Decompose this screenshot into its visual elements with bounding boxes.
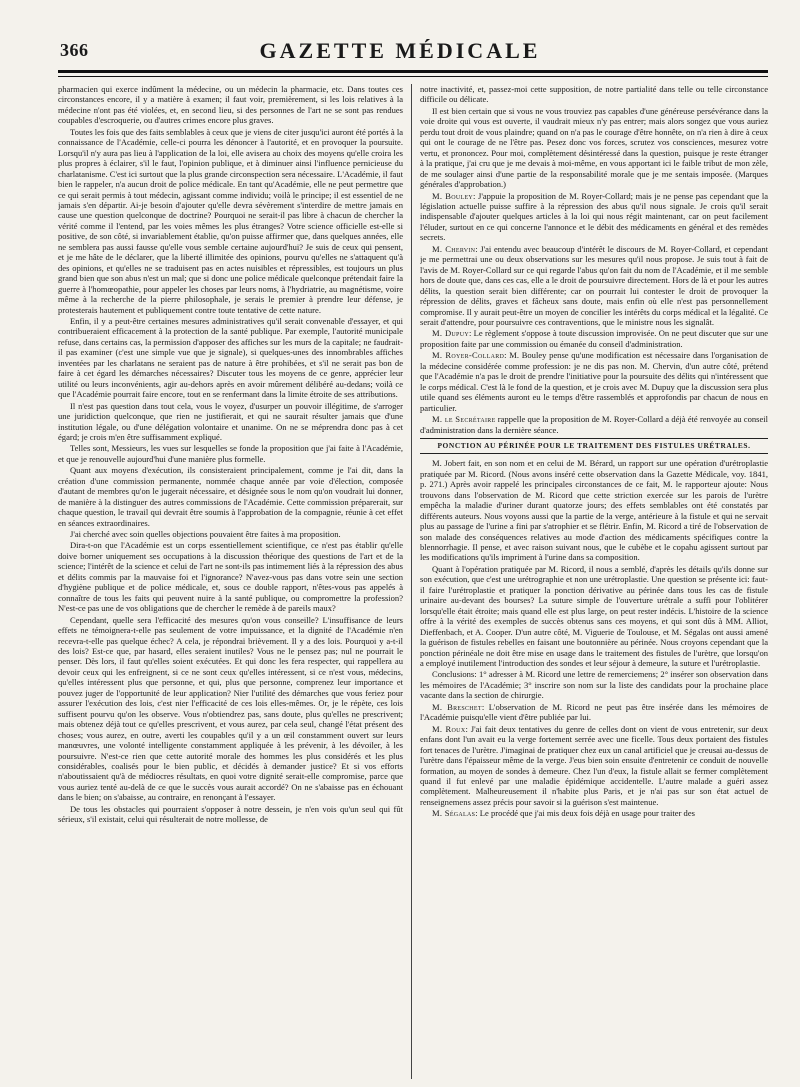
paragraph — [58, 804, 403, 825]
masthead-title: GAZETTE MÉDICALE — [259, 38, 541, 63]
paragraph — [58, 84, 403, 126]
paragraph — [58, 615, 403, 803]
speaker-paragraph — [420, 350, 768, 413]
header-rule-thick — [58, 70, 768, 73]
paragraph-text: Quant aux moyens d'exécution, ils consisteraient principalement, comme je l'ai dit, dans la création d'une commission permanente, nommée chaque année par voie d'élection, composée d'autant de membres qu'on le jugerait nécessaire, et désignée sous le nom qu'on voudrait lui donner, de manière à la distinguer des autres commissions de l'Académie. Cette commission préparerait, sur chaque question, le travail qui devrait être soumis à l'approbation de la compagnie, réunie à cet effet en séances extraordinaires. — [58, 465, 403, 528]
speaker-paragraph — [420, 328, 768, 349]
paragraph-text: : Le procédé que j'ai mis deux fois déjà en usage pour traiter des — [475, 808, 695, 819]
paragraph-text: Conclusions: 1° adresser à M. Ricord une lettre de remerciemens; 2° insérer son observation dans les mémoires de l'Académie; 3° inscrire son nom sur la liste des candidats pour la prochaine place vacante dans la section de chirurgie. — [420, 669, 768, 701]
paragraph-text: : M. Bouley pense qu'une modification est nécessaire dans l'organisation de la médecine considérée comme profession: je ne dis pas non. M. Chervin, d'un autre côté, prétend que l'Académie n'a pas le droit de prendre l'initiative pour la poursuite des délits qui n'intéressent que le corps médical. C'est là le fond de la question, et je crois avec M. Dupuy que la discussion sera plus utile quand ses éléments auront eu le temps d'être rassemblés et approfondis par chacun de nous en particulier. — [420, 350, 768, 413]
speaker-name: M. Royer-Collard — [432, 350, 505, 361]
paragraph-text: M. Jobert fait, en son nom et en celui de M. Bérard, un rapport sur une opération d'urétroplastie pratiquée par M. Ricord. (Nous avons inséré cette observation dans la Gazette Médicale, voy. 1841, p. 271.) Après avoir rappelé les principales circonstances de ce fait, M. le rapporteur ajoute: Nous trouvons dans l'observation de M. Ricord que cette striction exercée sur les parois de l'urètre empêcha la maladie d'uriner durant quatorze jours; des effets semblables ont été constatés par différents auteurs. Nous voyons aussi que la partie de la verge, antérieure à la fistule et qui ne servait plus au passage de l'urine a fini par s'atrophier et se flétrir. Enfin, M. Ricord a tiré de l'observation de son malade des conséquences relatives au mode d'action des médicaments spécifiques contre la blennorrhagie. Il pense, et avec raison suivant nous, que le cubèbe et le copahu agissent surtout par les modifications qu'ils impriment à l'urine dans sa composition. — [420, 458, 768, 563]
paragraph — [420, 669, 768, 700]
paragraph-text: : J'ai entendu avec beaucoup d'intérêt le discours de M. Royer-Collard, et cependant je me permettrai une ou deux observations sur les mesures qu'il nous propose. Je suis tout à fait de l'avis de M. Royer-Collard sur ce qui regarde l'abus qu'on fait du nom de l'Académie, et il me semble hors de doute que, dans ces cas, elle a le droit de poursuivre directement. Hors de là et pour les autres délits, la question serait bien différente; car on pourrait lui contester le droit de provoquer la répression de délits, graves et fâcheux sans doute, mais enfin où elle n'est pas personnellement compromise. Il y aurait peut-être un moyen de concilier les intérêts du corps médical et la légalité. Ce serait d'attendre, pour poursuivre ces contraventions, que le ministre nous les signalât. — [420, 243, 768, 327]
paragraph-text: : J'ai fait deux tentatives du genre de celles dont on vient de vous entretenir, sur deux enfans dont l'un avait eu la verge fortement serrée avec une ficelle. Tous deux portaient des fistules fort tenaces de l'urètre. J'imaginai de pratiquer chez eux un canal artificiel que je creusai au-dessus de l'urètre dans l'épaisseur même de la verge. J'eus bien soin ensuite d'entretenir ce conduit de nouvelle formation, au moyen de sondes à demeure. Chez l'un d'eux, la fistule allait se fermer complètement quand il fut enlevé par une maladie épidémique accidentelle. L'autre malade a guéri assez complètement. Malheureusement il n'habite plus Paris, et je n'ai pas sur son état actuel de renseignemens assez précis pour savoir si la guérison s'est maintenue. — [420, 723, 768, 807]
speaker-paragraph — [420, 702, 768, 723]
paragraph — [420, 106, 768, 190]
paragraph — [420, 458, 768, 563]
speaker-name: M. Breschet — [432, 701, 482, 712]
paragraph-text: Il est bien certain que si vous ne vous trouviez pas capables d'une généreuse persévérance dans la voie droite qui vous est ouverte, il vaudrait mieux n'y pas entrer; mais alors songez que vous auriez perdu tout droit de vous plaindre; quand on n'a pas le courage d'être honnête, on n'a rien à dire à ceux qui ont le courage de ne l'être pas. Pesez donc vos forces, scrutez vos consciences, mesurez votre vertu, et prononcez. Pour moi, complètement désintéressé dans la question, puisque je reste étranger à la pratique, j'ai cru que je me devais à moi-même, en vous apportant ici le faible tribut de mon zèle, de me soulager ainsi d'une partie de la responsabilité morale que je me sentais imposée. (Marques générales d'approbation.) — [420, 105, 768, 190]
paragraph — [58, 540, 403, 613]
column-divider — [411, 84, 412, 1079]
paragraph-text: : L'observation de M. Ricord ne peut pas être insérée dans les mémoires de l'Académie puisqu'elle vient d'être publiée par lui. — [420, 701, 768, 723]
speaker-name: M. Roux — [432, 723, 466, 734]
section-heading: PONCTION AU PÉRINÉE POUR LE TRAITEMENT DES FISTULES URÉTRALES. — [420, 438, 768, 454]
paragraph-text: Quant à l'opération pratiquée par M. Ricord, il nous a semblé, d'après les détails qu'ils donne sur son exécution, que c'est une urétrographie et non une urétroplastie. Une question se présente ici: faut-il faire l'urétroplastie et pratiquer la ponction dérivative au périnée dans tous les cas de fistule urinaire au-devant des bourses? La suture simple de l'ouverture urétrale a suffi pour l'oblitérer lorsqu'elle était étroite; mais quand elle est plus large, on peut rester indécis. L'histoire de la science offre à la vérité des exemples de succès obtenus sans ces moyens, et qui sont dûs à MM. Alliot, Dieffenbach, et A. Cooper. D'un autre côté, M. Viguerie de Toulouse, et M. Ségalas ont aussi amené la guérison de fistules rebelles en faisant une boutonnière au périnée. Nous croyons cependant que la ponction périnéale ne doit être mise en usage dans le traitement des fistules de l'urètre, que lorsqu'on a employé inutilement l'introduction des sondes et leur séjour à demeure, la suture et l'urétroplastie. — [420, 563, 768, 669]
paragraph-text: notre inactivité, et, passez-moi cette supposition, de notre partialité dans telle ou telle circonstance difficile ou délicate. — [420, 84, 768, 105]
speaker-name: M. Dupuy — [432, 328, 469, 339]
paragraph — [420, 564, 768, 669]
speaker-name: M. Chervin — [432, 243, 476, 254]
speaker-paragraph — [420, 724, 768, 808]
page-number: 366 — [60, 40, 89, 60]
speaker-paragraph — [420, 191, 768, 243]
speaker-paragraph — [420, 808, 768, 818]
header-rule-thin — [58, 76, 768, 77]
paragraph-text: Toutes les fois que des faits semblables à ceux que je viens de citer jusqu'ici auront été portés à la connaissance de l'Académie, celle-ci pourra les dénoncer à l'autorité, et en provoquer la poursuite. Lorsqu'il n'y aura pas lieu à l'application de la loi, elle avisera au choix des moyens qu'elle croira les plus propres à éclairer, s'il le faut, l'opinion publique, et à diminuer ainsi l'influence pernicieuse du charlatanisme. C'est ici surtout que la plus grande circonspection sera nécessaire. L'Académie, il faut bien le rappeler, n'a aucun droit de police médicale. En tant qu'Académie, elle ne peut permettre que ce qui serait permis à tout médecin, agissant comme individu; voilà le principe; il est essentiel de ne jamais s'en départir. Ai-je besoin d'ajouter qu'elle devra sévèrement s'interdire de mettre jamais en cause une question quelconque de doctrine? Pourquoi ne serait-il pas libre à chacun de chercher la vérité comme il l'entend, par les voies mêmes les plus étranges? Votre science officielle est-elle si positive, de son côté, si invariablement établie, qu'on puisse affirmer que, dans quelques années, elle ne semblera pas aussi fausse qu'elle vous semble certaine aujourd'hui? Je suis de ceux qui pensent, et je me hâte de le déclarer, que la liberté illimitée des opinions, pourvu qu'elles ne s'attaquent qu'à des opinions, et qu'elles ne se traduisent pas en actes nuisibles et répressibles, est toujours un plus grand bien que son abus n'est un mal; que si donc une police médicale quelconque prétendait faire la guerre à l'homœopathie, pour appeler les choses par leurs noms, à l'hydriatrie, au magnétisme, voire même à la recherche de la pierre philosophale, je serais le premier à prendre leur défense, je protesterais hautement et publiquement contre toute tentative de cette nature. — [58, 126, 403, 315]
paragraph — [58, 316, 403, 400]
page-header — [0, 0, 800, 84]
speaker-paragraph — [420, 244, 768, 328]
paragraph-text: Cependant, quelle sera l'efficacité des mesures qu'on vous conseille? L'insuffisance de leurs effets ne témoignera-t-elle pas seulement de votre impuissance, et la dignité de l'Académie n'en recevra-t-elle pas quelque échec? A cela, je répondrai brièvement. Il y a des lois. Pourquoi y a-t-il des lois? Est-ce que, par hasard, elles seraient inutiles? Vous ne le pensez pas; nul ne pourrait le penser. Dès lors, il faut qu'elles soient exécutées. Et qui donc les fera respecter, qui rappellera au devoir ceux qui les enfreignent, si ce ne sont ceux qu'elles intéressent, si ce n'est vous, médecins, qu'elles intéressent plus que personne, et qui, plus que personne, comprenez leur importance et pouvez juger de l'opportunité de leur application? Nier l'utilité des démarches que vous feriez pour assurer l'exécution des lois, c'est nier l'efficacité de ces lois elles-mêmes. Or, je le répète, ces lois suffisent pourvu qu'on les observe. Vous n'obtiendrez pas, sans doute, plus qu'elles ne prescrivent; mais obtenez déjà tout ce qu'elles prescrivent, et vous aurez, par cela seul, changé l'état présent des choses; vous aurez, en outre, averti les coupables qu'il y a un œil constamment ouvert sur leurs manœuvres, une volonté intelligente constamment appliquée à les prévenir, à les dévoiler, à les poursuivre. N'est-ce rien que cette autorité morale des hommes les plus considérés et les plus considérables, coalisés pour le bien public, et décidés à demander justice? Et si vos efforts n'aboutissaient qu'à de médiocres résultats, en quoi votre dignité serait-elle compromise, parce que vous auriez tenté au-delà de ce que le succès vous aurait accordé? On ne s'abaisse pas en échouant dans le bien; on s'abaisse, au contraire, en renonçant à l'essayer. — [58, 614, 403, 803]
paragraph-text: Enfin, il y a peut-être certaines mesures administratives qu'il serait convenable d'essayer, et qui contribueraient efficacement à la protection de la santé publique. Par exemple, l'autorité municipale refuse, dans certains cas, la permission d'apposer des affiches sur les murs de la capitale; ne faudrait-il pas examiner (c'est une simple vue que je signale), si quelques-unes des innombrables affiches inventées par les charlatans ne seraient pas de nature à être prohibées, et s'il ne serait pas bon de faire à cet égard les démarches nécessaires? Discuter tous les moyens de ce genre, apprécier leur utilité ou leurs inconvénients, agir au-dehors après en avoir mûrement délibéré au-dedans; voilà ce que l'Académie pourrait faire encore, tout en se renfermant dans la limite étroite de ses attributions. — [58, 315, 403, 400]
paragraph-text: pharmacien qui exerce indûment la médecine, ou un médecin la pharmacie, etc. Dans toutes ces circonstances encore, il y a matière à examen; il faut voir, premièrement, si les lois relatives à la médecine n'ont pas été violées, et, en second lieu, si des personnes de l'art ne se sont pas rendues coupables d'escroquerie, ou d'autres crimes encore plus graves. — [58, 84, 403, 126]
speaker-name: M. Ségalas — [432, 808, 476, 819]
paragraph-text: J'ai cherché avec soin quelles objections pouvaient être faites à ma proposition. — [70, 529, 341, 540]
speaker-paragraph — [420, 414, 768, 435]
paragraph-text: De tous les obstacles qui pourraient s'opposer à notre dessein, je n'en vois qu'un seul qui fût sérieux, s'il existait, celui qui résulterait de notre mollesse, de — [58, 803, 403, 825]
left-column — [58, 84, 403, 1079]
paragraph — [58, 529, 403, 539]
paragraph-text: Telles sont, Messieurs, les vues sur lesquelles se fonde la proposition que j'ai faite à l'Académie, et que je renouvelle aujourd'hui d'une manière plus formelle. — [58, 443, 403, 464]
paragraph — [58, 443, 403, 464]
paragraph — [58, 465, 403, 528]
paragraph-text: rappelle que la proposition de M. Royer-Collard a déjà été renvoyée au conseil d'administration dans la dernière séance. — [420, 414, 768, 435]
paragraph-text: : J'appuie la proposition de M. Royer-Collard; mais je ne pense pas cependant que la législation actuelle puisse suffire à la répression des abus qu'il nous signale. Je crois qu'il serait indispensable d'ajouter quelques articles à la loi qui nous régit maintenant, car on peut facilement l'éluder, surtout en ce qui concerne l'annonce et le débit des médicaments en général et des remèdes secrets. — [420, 190, 768, 243]
paragraph — [58, 401, 403, 443]
speaker-name: M. Bouley — [432, 190, 474, 201]
right-column — [420, 84, 768, 1079]
paragraph — [58, 127, 403, 315]
speaker-name: M. le Secrétaire — [432, 414, 496, 425]
paragraph-text: Il n'est pas question dans tout cela, vous le voyez, d'usurper un pouvoir illégitime, de s'arroger une juridiction quelconque, que rien ne justifierait, et qui ne saurait résulter jamais que d'une institution légale, ou d'une délégation volontaire et unanime. On ne se méprendra donc pas à cet égard; je crois m'en être suffisamment expliqué. — [58, 400, 403, 442]
paragraph-text: Dira-t-on que l'Académie est un corps essentiellement scientifique, ce n'est pas établir qu'elle doive borner uniquement ses occupations à la discussion théorique des questions de l'art et de la science; l'intérêt de la science et celui de l'art ne sont-ils pas intimement liés à la répression des abus et délits commis par la mauvaise foi et l'ignorance? N'avez-vous pas dans votre sein une section d'hygiène publique et de police médicale, et, sous ce double rapport, n'êtes-vous pas appelés à connaître de tous les faits qui peuvent nuire à la santé publique, ou compromettre la profession? N'est-ce pas une de vos obligations que de chercher le remède à de pareils maux? — [58, 540, 403, 614]
paragraph — [420, 84, 768, 105]
paragraph-text: : Le règlement s'oppose à toute discussion improvisée. On ne peut discuter que sur une proposition faite par une commission ou émanée du conseil d'administration. — [420, 328, 768, 349]
